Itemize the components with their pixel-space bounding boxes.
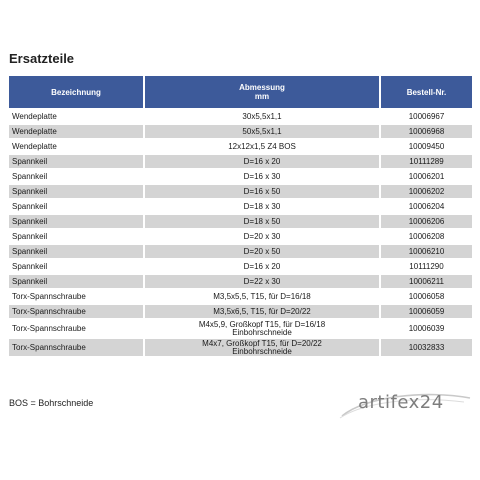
cell-abmessung-line1: 50x5,5x1,1 — [242, 126, 282, 136]
cell-abmessung-line1: D=16 x 20 — [243, 261, 281, 271]
table-row — [9, 200, 472, 213]
cell-abmessung — [145, 140, 381, 153]
cell-bezeichnung: Spannkeil — [9, 200, 145, 213]
cell-abmessung — [145, 125, 381, 138]
cell-abmessung-line1: D=20 x 50 — [243, 246, 281, 256]
table-row — [9, 125, 472, 138]
cell-bestell-nr: 10006967 — [381, 110, 472, 123]
cell-abmessung — [145, 260, 381, 273]
page-title: Ersatzteile — [9, 51, 75, 66]
cell-abmessung-line1: D=16 x 20 — [243, 156, 281, 166]
cell-abmessung-line1: D=22 x 30 — [243, 276, 281, 286]
cell-abmessung-line1: 30x5,5x1,1 — [242, 111, 282, 121]
cell-bezeichnung: Spannkeil — [9, 245, 145, 258]
table-row — [9, 320, 472, 337]
cell-abmessung-line1: M4x7, Großkopf T15, für D=20/22 — [202, 338, 322, 348]
header-abmessung-unit: mm — [254, 92, 270, 101]
cell-bestell-nr: 10006968 — [381, 125, 472, 138]
cell-abmessung — [145, 245, 381, 258]
cell-abmessung — [145, 290, 381, 303]
cell-abmessung-line1: D=18 x 30 — [243, 201, 281, 211]
cell-abmessung — [145, 155, 381, 168]
cell-abmessung-line1: D=20 x 30 — [243, 231, 281, 241]
cell-abmessung-line1: M3,5x5,5, T15, für D=16/18 — [213, 291, 311, 301]
cell-abmessung-line2: Einbohrschneide — [232, 346, 292, 356]
cell-abmessung — [145, 170, 381, 183]
cell-bezeichnung: Spannkeil — [9, 185, 145, 198]
cell-bestell-nr: 10006039 — [381, 320, 472, 337]
table-row — [9, 185, 472, 198]
table-row — [9, 260, 472, 273]
table-row — [9, 305, 472, 318]
cell-bezeichnung: Spannkeil — [9, 215, 145, 228]
cell-bestell-nr: 10006058 — [381, 290, 472, 303]
cell-abmessung — [145, 215, 381, 228]
cell-bezeichnung: Wendeplatte — [9, 110, 145, 123]
cell-abmessung-line1: 12x12x1,5 Z4 BOS — [228, 141, 296, 151]
spare-parts-table — [9, 74, 472, 358]
cell-bestell-nr: 10006206 — [381, 215, 472, 228]
cell-bezeichnung: Wendeplatte — [9, 125, 145, 138]
cell-abmessung — [145, 275, 381, 288]
cell-bezeichnung: Spannkeil — [9, 155, 145, 168]
cell-bestell-nr: 10006211 — [381, 275, 472, 288]
header-bestell-nr: Bestell-Nr. — [381, 76, 472, 108]
cell-abmessung-line1: D=16 x 50 — [243, 186, 281, 196]
cell-bestell-nr: 10006210 — [381, 245, 472, 258]
header-abmessung-label: Abmessung — [239, 83, 285, 92]
cell-bestell-nr: 10006202 — [381, 185, 472, 198]
cell-bezeichnung: Spannkeil — [9, 170, 145, 183]
table-row — [9, 230, 472, 243]
table-row — [9, 110, 472, 123]
table-body — [9, 110, 472, 356]
cell-abmessung-line1: D=18 x 50 — [243, 216, 281, 226]
cell-abmessung — [145, 185, 381, 198]
table-row — [9, 339, 472, 356]
cell-bestell-nr: 10006204 — [381, 200, 472, 213]
header-abmessung — [145, 76, 381, 108]
logo-text: artifex24 — [358, 392, 444, 413]
cell-bestell-nr: 10006201 — [381, 170, 472, 183]
cell-abmessung — [145, 230, 381, 243]
table-row — [9, 170, 472, 183]
cell-bestell-nr: 10006208 — [381, 230, 472, 243]
cell-bestell-nr: 10032833 — [381, 339, 472, 356]
cell-bezeichnung: Torx-Spannschraube — [9, 305, 145, 318]
cell-bestell-nr: 10009450 — [381, 140, 472, 153]
table-row — [9, 140, 472, 153]
cell-abmessung — [145, 110, 381, 123]
table-row — [9, 245, 472, 258]
cell-abmessung-line2: Einbohrschneide — [232, 327, 292, 337]
cell-bezeichnung: Spannkeil — [9, 260, 145, 273]
footnote: BOS = Bohrschneide — [9, 398, 94, 408]
cell-bestell-nr: 10111289 — [381, 155, 472, 168]
header-bezeichnung: Bezeichnung — [9, 76, 145, 108]
artifex24-logo — [336, 388, 476, 422]
table-header-row — [9, 76, 472, 108]
cell-bezeichnung: Torx-Spannschraube — [9, 339, 145, 356]
table-row — [9, 155, 472, 168]
cell-abmessung-line1: M4x5,9, Großkopf T15, für D=16/18 — [198, 319, 326, 329]
cell-bestell-nr: 10111290 — [381, 260, 472, 273]
cell-abmessung — [145, 339, 381, 356]
table-row — [9, 290, 472, 303]
cell-bezeichnung: Torx-Spannschraube — [9, 320, 145, 337]
cell-abmessung — [145, 200, 381, 213]
cell-bezeichnung: Spannkeil — [9, 275, 145, 288]
cell-bestell-nr: 10006059 — [381, 305, 472, 318]
cell-abmessung — [145, 305, 381, 318]
cell-abmessung-line1: M3,5x6,5, T15, für D=20/22 — [213, 306, 311, 316]
table-row — [9, 275, 472, 288]
table-row — [9, 215, 472, 228]
cell-abmessung-line1: D=16 x 30 — [243, 171, 281, 181]
cell-bezeichnung: Spannkeil — [9, 230, 145, 243]
cell-bezeichnung: Wendeplatte — [9, 140, 145, 153]
cell-bezeichnung: Torx-Spannschraube — [9, 290, 145, 303]
cell-abmessung — [145, 320, 381, 337]
